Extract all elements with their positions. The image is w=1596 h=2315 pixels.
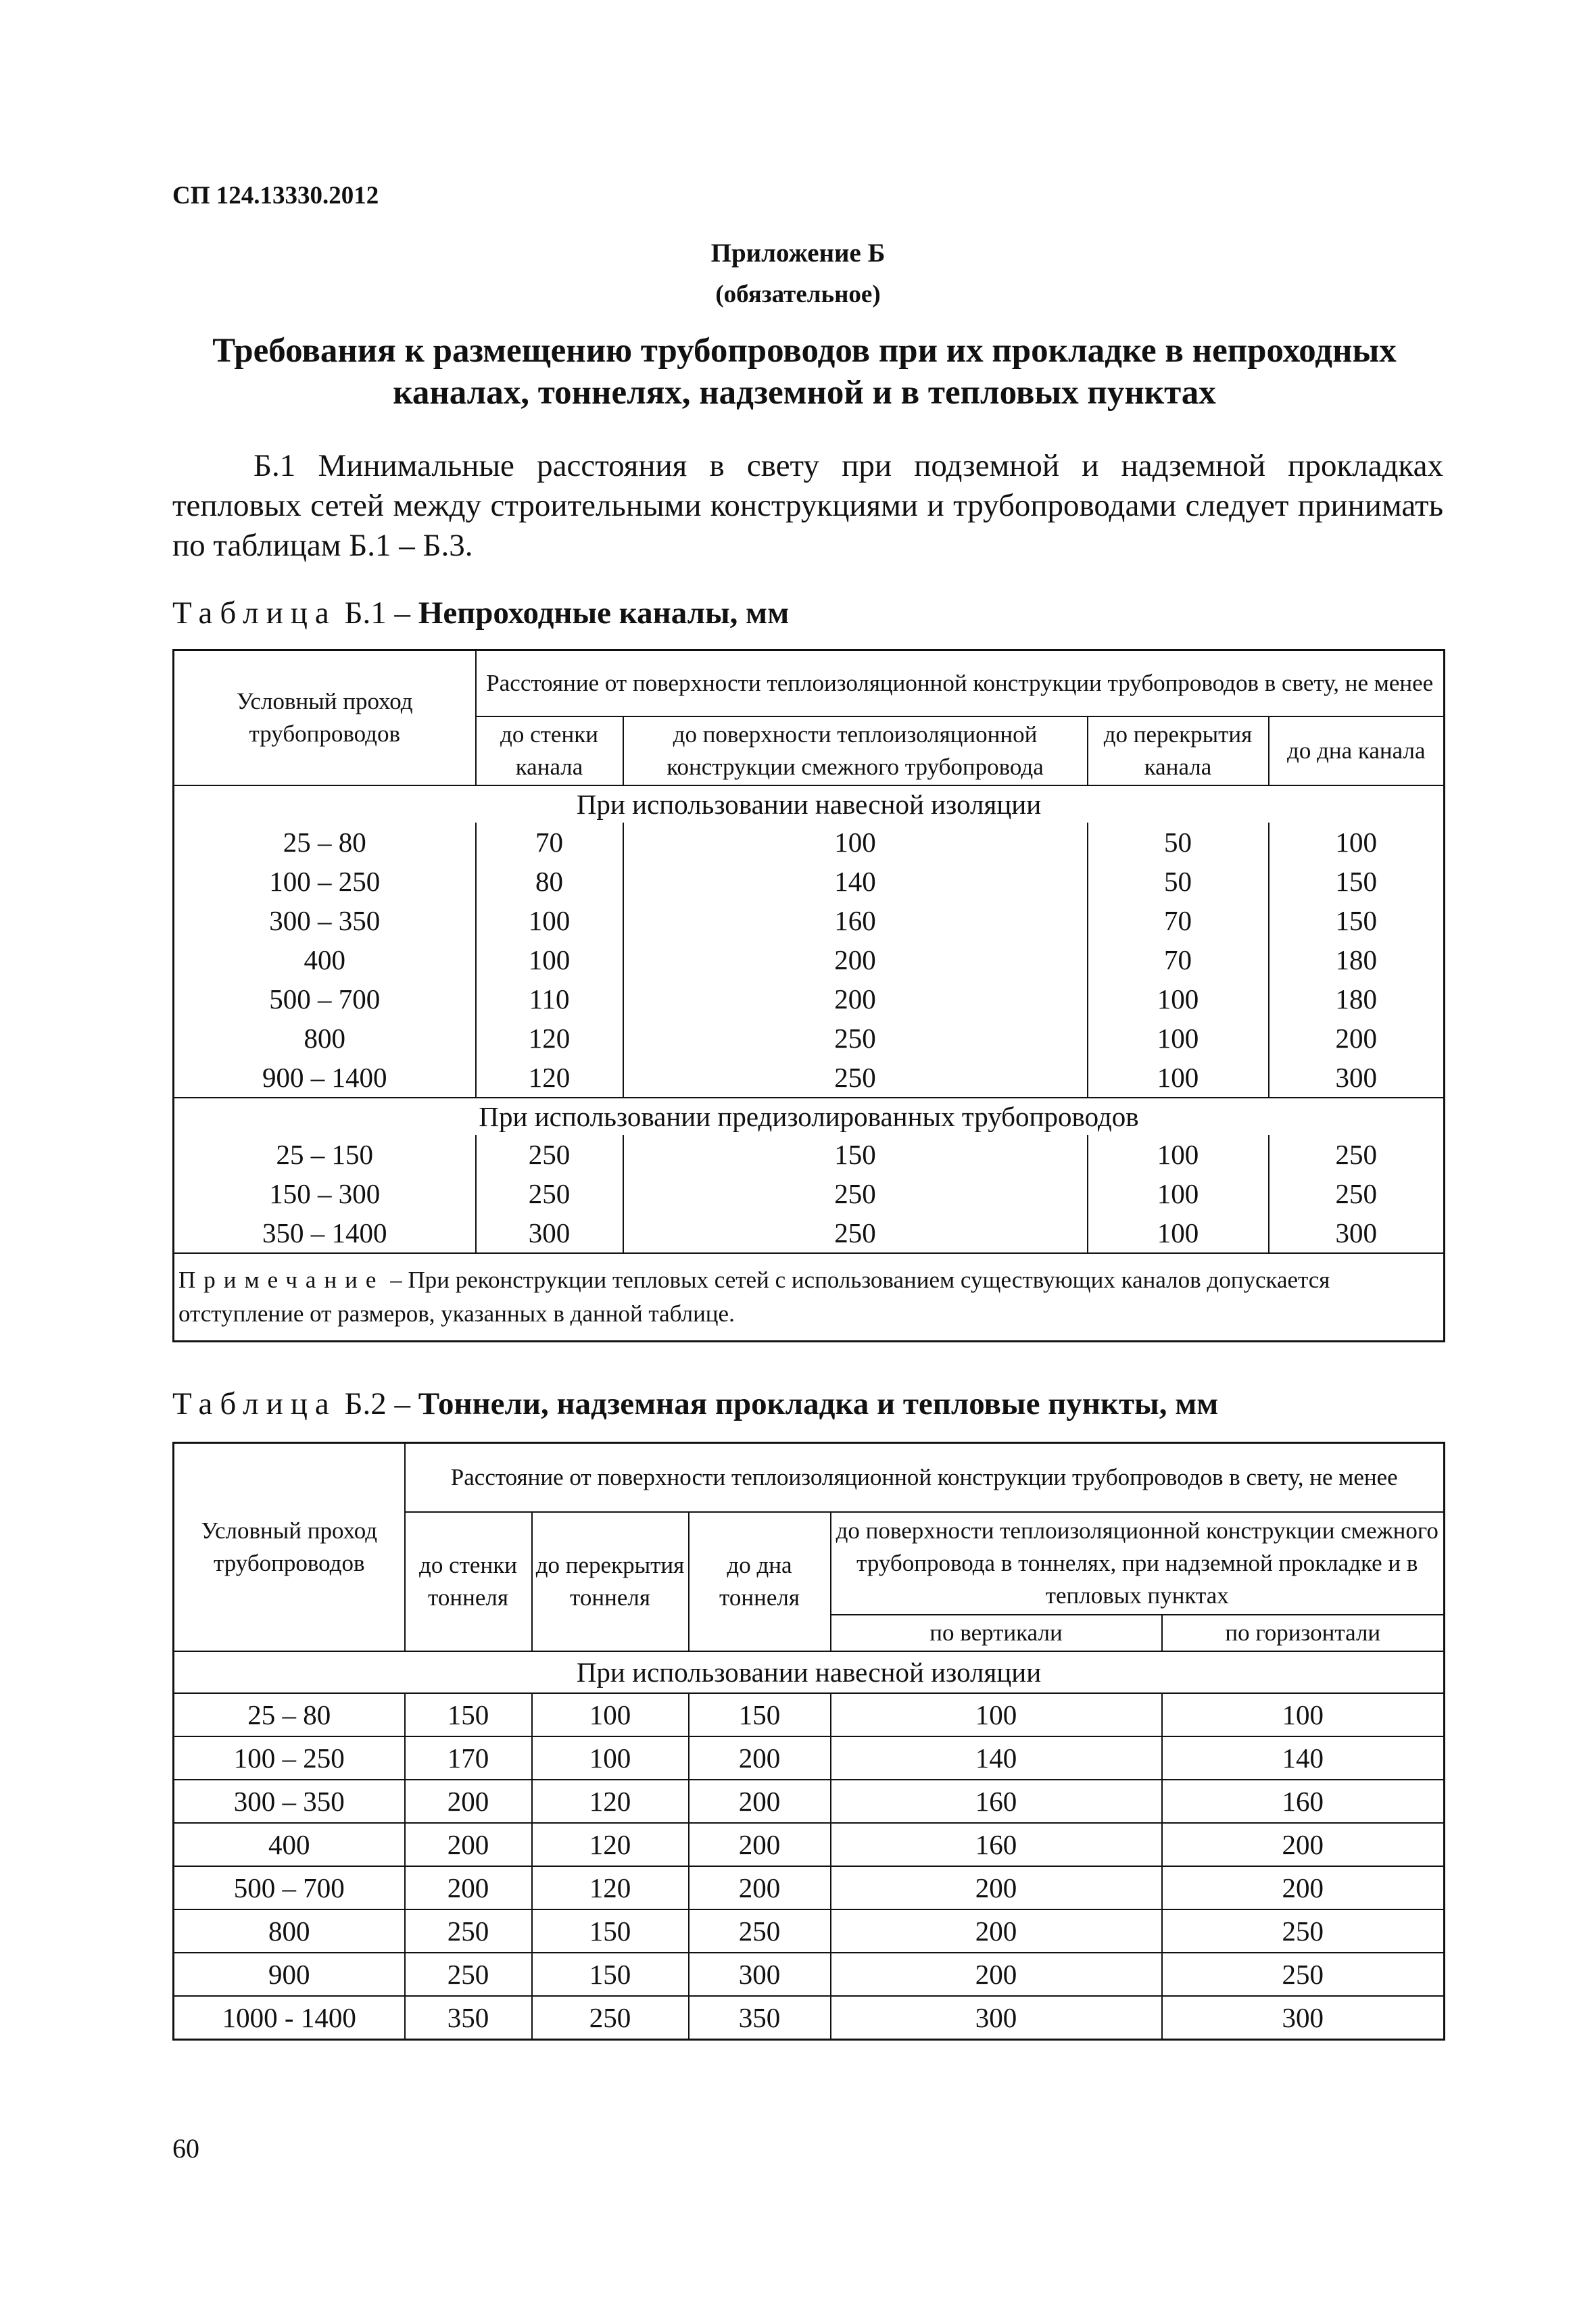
table-row	[174, 1693, 1445, 1736]
cell-value: 100	[1088, 1174, 1269, 1213]
cell-value: 300	[1162, 1996, 1445, 2040]
table-row	[174, 1866, 1445, 1909]
table-row	[174, 1019, 1445, 1058]
cell-value: 250	[532, 1996, 689, 2040]
cell-diameter: 25 – 150	[174, 1135, 476, 1174]
cell-value: 200	[689, 1866, 831, 1909]
cell-value: 100	[623, 823, 1088, 862]
table1	[172, 649, 1445, 1342]
cell-value: 300	[1269, 1213, 1445, 1253]
cell-value: 200	[623, 940, 1088, 979]
cell-value: 140	[1162, 1736, 1445, 1780]
table2-col-adjacent: до поверхности теплоизоляционной конструкции смежного трубопровода в тоннелях, при надземной прокладке и в тепловых пунктах	[831, 1512, 1445, 1615]
table2-col-group: Расстояние от поверхности теплоизоляционной конструкции трубопроводов в свету, не менее	[405, 1443, 1445, 1513]
cell-value: 120	[532, 1823, 689, 1866]
table2-caption-number: Б.2 –	[344, 1386, 411, 1421]
document-code: СП 124.13330.2012	[172, 182, 379, 210]
cell-value: 100	[1269, 823, 1445, 862]
table2-col-vertical: по вертикали	[831, 1615, 1162, 1651]
table1-caption-number: Б.1 –	[344, 595, 411, 631]
cell-value: 120	[476, 1019, 623, 1058]
table2	[172, 1442, 1445, 2041]
cell-diameter: 350 – 1400	[174, 1213, 476, 1253]
table1-col-wall: до стенки канала	[476, 716, 623, 785]
cell-value: 70	[1088, 940, 1269, 979]
table-row	[174, 1996, 1445, 2040]
cell-value: 300	[1269, 1058, 1445, 1098]
cell-value: 100	[476, 901, 623, 940]
table1-caption	[172, 595, 789, 631]
cell-value: 250	[405, 1909, 532, 1953]
table-row	[174, 1174, 1445, 1213]
cell-value: 150	[532, 1953, 689, 1996]
table-row	[174, 1780, 1445, 1823]
cell-value: 150	[623, 1135, 1088, 1174]
cell-value: 200	[1162, 1866, 1445, 1909]
table-row	[174, 1823, 1445, 1866]
intro-paragraph: Б.1 Минимальные расстояния в свету при подземной и надземной прокладках тепловых сетей между строительными конструкциями и трубопроводами следует принимать по таблицам Б.1 – Б.3.	[172, 448, 1443, 563]
table2-col-diameter: Условный проход трубопроводов	[174, 1443, 405, 1652]
cell-value: 200	[623, 979, 1088, 1019]
cell-value: 350	[405, 1996, 532, 2040]
table1-note-label: Примечание	[178, 1267, 385, 1293]
cell-value: 100	[1088, 979, 1269, 1019]
table-row	[174, 979, 1445, 1019]
cell-value: 180	[1269, 940, 1445, 979]
table1-note-text: – При реконструкции тепловых сетей с использованием существующих каналов допускается отступление от размеров, указанных в данной таблице.	[178, 1267, 1330, 1327]
cell-value: 140	[623, 862, 1088, 901]
table-row	[174, 1135, 1445, 1174]
table1-col-diameter: Условный проход трубопроводов	[174, 650, 476, 786]
cell-value: 150	[689, 1693, 831, 1736]
table2-caption	[172, 1386, 1218, 1422]
cell-diameter: 500 – 700	[174, 1866, 405, 1909]
cell-value: 200	[405, 1866, 532, 1909]
cell-value: 70	[1088, 901, 1269, 940]
table-row	[174, 862, 1445, 901]
table1-caption-title: Непроходные каналы, мм	[418, 595, 790, 631]
cell-value: 160	[1162, 1780, 1445, 1823]
table1-col-adjacent: до поверхности теплоизоляционной конструкции смежного трубопровода	[623, 716, 1088, 785]
cell-diameter: 900 – 1400	[174, 1058, 476, 1098]
appendix-type: (обязательное)	[715, 281, 881, 308]
cell-value: 160	[831, 1780, 1162, 1823]
cell-value: 100	[1088, 1135, 1269, 1174]
cell-value: 100	[1088, 1058, 1269, 1098]
cell-value: 150	[532, 1909, 689, 1953]
cell-diameter: 400	[174, 940, 476, 979]
cell-diameter: 500 – 700	[174, 979, 476, 1019]
cell-value: 170	[405, 1736, 532, 1780]
cell-value: 200	[1162, 1823, 1445, 1866]
cell-value: 50	[1088, 823, 1269, 862]
table1-col-ceiling: до перекрытия канала	[1088, 716, 1269, 785]
cell-diameter: 150 – 300	[174, 1174, 476, 1213]
table1-col-group: Расстояние от поверхности теплоизоляционной конструкции трубопроводов в свету, не менее	[476, 650, 1445, 717]
cell-value: 200	[1269, 1019, 1445, 1058]
table1-col-bottom: до дна канала	[1269, 716, 1445, 785]
cell-value: 100	[532, 1693, 689, 1736]
cell-diameter: 25 – 80	[174, 1693, 405, 1736]
cell-value: 70	[476, 823, 623, 862]
cell-value: 150	[405, 1693, 532, 1736]
cell-value: 250	[476, 1174, 623, 1213]
cell-value: 140	[831, 1736, 1162, 1780]
cell-value: 300	[831, 1996, 1162, 2040]
cell-value: 350	[689, 1996, 831, 2040]
cell-value: 250	[1162, 1953, 1445, 1996]
table1-section-preinsulated: При использовании предизолированных трубопроводов	[174, 1098, 1445, 1135]
cell-value: 200	[405, 1823, 532, 1866]
table2-caption-title: Тоннели, надземная прокладка и тепловые пункты, мм	[418, 1386, 1219, 1421]
cell-value: 250	[1269, 1135, 1445, 1174]
cell-diameter: 800	[174, 1019, 476, 1058]
cell-value: 200	[831, 1953, 1162, 1996]
cell-value: 110	[476, 979, 623, 1019]
cell-diameter: 300 – 350	[174, 1780, 405, 1823]
cell-value: 120	[532, 1866, 689, 1909]
table-row	[174, 940, 1445, 979]
table-row	[174, 1058, 1445, 1098]
cell-diameter: 25 – 80	[174, 823, 476, 862]
cell-value: 160	[623, 901, 1088, 940]
table1-note	[174, 1253, 1445, 1342]
cell-diameter: 900	[174, 1953, 405, 1996]
cell-value: 250	[476, 1135, 623, 1174]
cell-value: 100	[1088, 1213, 1269, 1253]
cell-value: 250	[623, 1019, 1088, 1058]
cell-value: 250	[1162, 1909, 1445, 1953]
cell-value: 200	[689, 1736, 831, 1780]
cell-value: 100	[831, 1693, 1162, 1736]
table-row	[174, 1736, 1445, 1780]
cell-value: 100	[476, 940, 623, 979]
cell-value: 200	[405, 1780, 532, 1823]
table2-section-hanging: При использовании навесной изоляции	[174, 1651, 1445, 1693]
cell-value: 120	[532, 1780, 689, 1823]
table2-col-ceiling: до перекрытия тоннеля	[532, 1512, 689, 1651]
cell-value: 300	[689, 1953, 831, 1996]
cell-diameter: 100 – 250	[174, 1736, 405, 1780]
table1-caption-label: Таблица	[172, 595, 337, 631]
cell-value: 80	[476, 862, 623, 901]
table-row	[174, 901, 1445, 940]
cell-value: 250	[689, 1909, 831, 1953]
table-row	[174, 823, 1445, 862]
cell-value: 150	[1269, 901, 1445, 940]
table-row	[174, 1909, 1445, 1953]
cell-value: 50	[1088, 862, 1269, 901]
cell-value: 100	[1088, 1019, 1269, 1058]
cell-value: 250	[623, 1058, 1088, 1098]
cell-diameter: 300 – 350	[174, 901, 476, 940]
cell-value: 120	[476, 1058, 623, 1098]
cell-value: 250	[623, 1174, 1088, 1213]
cell-value: 250	[405, 1953, 532, 1996]
cell-diameter: 100 – 250	[174, 862, 476, 901]
table2-caption-label: Таблица	[172, 1386, 337, 1421]
main-title: Требования к размещению трубопроводов при их прокладке в непроходных каналах, тоннелях, надземной и в тепловых пунктах	[212, 332, 1397, 412]
cell-value: 100	[1162, 1693, 1445, 1736]
appendix-title: Приложение Б	[710, 239, 886, 268]
cell-value: 250	[623, 1213, 1088, 1253]
table1-section-hanging: При использовании навесной изоляции	[174, 785, 1445, 823]
table2-col-wall: до стенки тоннеля	[405, 1512, 532, 1651]
cell-value: 200	[689, 1823, 831, 1866]
page-number: 60	[172, 2133, 199, 2164]
cell-value: 250	[1269, 1174, 1445, 1213]
cell-value: 180	[1269, 979, 1445, 1019]
cell-value: 150	[1269, 862, 1445, 901]
cell-diameter: 1000 - 1400	[174, 1996, 405, 2040]
table-row	[174, 1213, 1445, 1253]
table2-col-bottom: до дна тоннеля	[689, 1512, 831, 1651]
cell-value: 200	[831, 1909, 1162, 1953]
cell-value: 100	[532, 1736, 689, 1780]
table2-col-horizontal: по горизонтали	[1162, 1615, 1445, 1651]
cell-value: 200	[689, 1780, 831, 1823]
table-row	[174, 1953, 1445, 1996]
cell-diameter: 800	[174, 1909, 405, 1953]
cell-diameter: 400	[174, 1823, 405, 1866]
cell-value: 300	[476, 1213, 623, 1253]
cell-value: 200	[831, 1866, 1162, 1909]
cell-value: 160	[831, 1823, 1162, 1866]
